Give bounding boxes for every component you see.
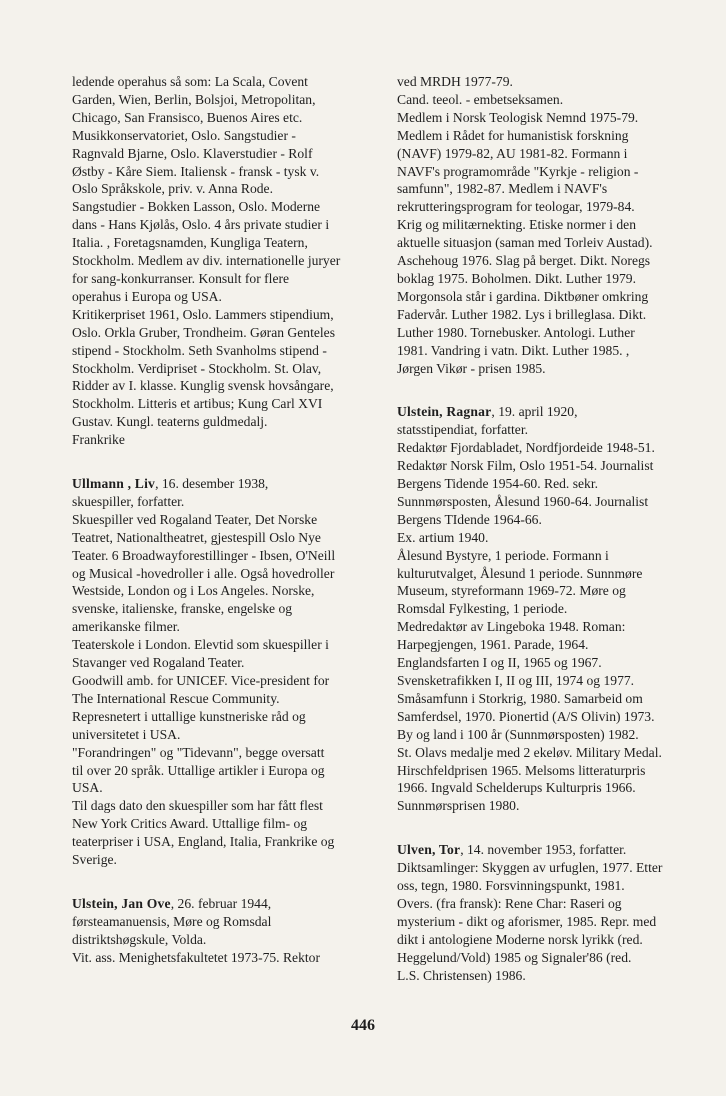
entry-name: Ulstein, Jan Ove (72, 895, 171, 911)
text-line: Teater. 6 Broadwayforestillinger - Ibsen, O'Neill (72, 547, 336, 563)
text-line: Overs. (fra fransk): Rene Char: Raseri og (397, 895, 622, 911)
text-line: 1966. Ingvald Schelderups Kulturpris 1966. (397, 780, 636, 796)
text-line: NAVF's programområde "Kyrkje - religion - (397, 163, 639, 179)
text-line: L.S. Christensen) 1986. (397, 967, 526, 983)
text-line: stipend - Stockholm. Seth Svanholms stipend - (72, 342, 327, 358)
entry-heading (397, 403, 687, 421)
text-line: The International Rescue Community. (72, 690, 280, 706)
entry-heading (72, 895, 372, 913)
text-line: teaterpriser i USA, England, Italia, Frankrike og (72, 834, 335, 850)
text-line: ledende operahus så som: La Scala, Covent (72, 74, 308, 89)
text-line: Westside, London og i Los Angeles. Norske, (72, 583, 315, 599)
text-line: Englandsfarten I og II, 1965 og 1967. (397, 655, 602, 671)
text-line: Teatret, Nationaltheatret, gjestespill Oslo Nye (72, 529, 321, 545)
text-line: samfunn", 1982-87. Medlem i NAVF's (397, 181, 608, 197)
text-line: Sunnmørsposten, Ålesund 1960-64. Journalist (397, 493, 649, 509)
text-line: Sangstudier - Bokken Lasson, Oslo. Moderne (72, 199, 321, 215)
entry-ulstein-ragnar (397, 403, 687, 815)
text-line: kulturutvalget, Ålesund 1 periode. Sunnmøre (397, 565, 643, 581)
text-line: Museum, styreformann 1969-72. Møre og (397, 583, 626, 599)
text-line: mysterium - dikt og aforismer, 1985. Repr. med (397, 913, 657, 929)
text-line: Sverige. (72, 852, 117, 868)
entry-heading (397, 841, 687, 859)
text-line: Aschehoug 1976. Slag på berget. Dikt. Noregs (397, 253, 651, 269)
text-line: rekrutteringsprogram for teologar, 1979-84. (397, 199, 635, 215)
text-line: Svensketrafikken I, II og III, 1974 og 1977. (397, 673, 635, 688)
text-line: Ålesund Bystyre, 1 periode. Formann i (397, 547, 609, 563)
text-line: Garden, Wien, Berlin, Bolsjoi, Metropolitan, (72, 91, 316, 107)
text-line: Krig og militærnekting. Etiske normer i den (397, 217, 636, 233)
text-line: operahus i Europa og USA. (72, 288, 222, 304)
text-line: St. Olavs medalje med 2 ekeløv. Military Medal. (397, 744, 662, 760)
text-line: Cand. teeol. - embetseksamen. (397, 91, 564, 107)
text-line: Luther 1980. Tornebusker. Antologi. Luther (397, 324, 635, 340)
entry-ulstein-jan-ove (72, 895, 372, 967)
text-line: Vit. ass. Menighetsfakultetet 1973-75. Rektor (72, 949, 320, 965)
text-line: skuespiller, forfatter. (72, 493, 185, 509)
text-line: Sunnmørsprisen 1980. (397, 798, 520, 814)
text-line: til over 20 språk. Uttallige artikler i Europa og (72, 762, 325, 778)
text-line: Teaterskole i London. Elevtid som skuespiller i (72, 637, 329, 653)
text-line: dikt i antologiene Moderne norsk lyrikk (red. (397, 931, 643, 947)
entry-name: Ulven, Tor (397, 842, 461, 858)
entry-intro: , 14. november 1953, forfatter. (460, 842, 627, 858)
text-line: Diktsamlinger: Skyggen av urfuglen, 1977. Etter (397, 860, 663, 876)
text-line: 1981. Vandring i vatn. Dikt. Luther 1985. , (397, 342, 630, 358)
text-line: Harpegjengen, 1961. Parade, 1964. (397, 637, 589, 653)
text-line: Heggelund/Vold) 1985 og Signaler'86 (red. (397, 949, 632, 965)
text-line: (NAVF) 1979-82, AU 1981-82. Formann i (397, 145, 628, 161)
text-line: Italia. , Foretagsnamden, Kungliga Teatern, (72, 235, 308, 251)
text-line: svenske, italienske, franske, engelske og (72, 601, 293, 617)
text-line: USA. (72, 780, 103, 796)
text-line: Redaktør Fjordabladet, Nordfjordeide 1948-51. (397, 440, 655, 456)
text-line: universitetet i USA. (72, 726, 181, 742)
text-line: Morgonsola står i gardina. Diktbøner omkring (397, 288, 649, 304)
text-line: Stavanger ved Rogaland Teater. (72, 655, 245, 671)
text-line: Oslo. Orkla Gruber, Trondheim. Gøran Genteles (72, 324, 335, 340)
text-line: boklag 1975. Boholmen. Dikt. Luther 1979. (397, 270, 636, 286)
text-line: Romsdal Fylkesting, 1 periode. (397, 601, 568, 617)
text-line: Goodwill amb. for UNICEF. Vice-president for (72, 673, 330, 688)
text-line: Samferdsel, 1970. Pionertid (A/S Olivin) 1973. (397, 708, 655, 724)
entry-ulven-tor (397, 841, 687, 984)
text-line: Ragnvald Bjarne, Oslo. Klaverstudier - Rolf (72, 145, 313, 161)
text-line: Oslo Språkskole, priv. v. Anna Rode. (72, 181, 273, 197)
text-line: aktuelle situasjon (saman med Torleiv Austad). (397, 235, 653, 251)
text-line: ved MRDH 1977-79. (397, 74, 513, 89)
entry-intro: , 26. februar 1944, (170, 895, 272, 911)
text-line: Østby - Kåre Siem. Italiensk - fransk - tysk v. (72, 163, 320, 179)
text-line: Musikkonservatoriet, Oslo. Sangstudier - (72, 127, 296, 143)
text-line: Stockholm. Medlem av div. internationelle juryer (72, 253, 341, 269)
text-line: amerikanske filmer. (72, 619, 180, 635)
text-line: Bergens TIdende 1964-66. (397, 511, 542, 527)
entry-heading (72, 475, 372, 493)
text-line: Fadervår. Luther 1982. Lys i brilleglasa. Dikt. (397, 306, 647, 322)
text-line: Kritikerpriset 1961, Oslo. Lammers stipendium, (72, 306, 334, 322)
text-line: Represnetert i uttallige kunstneriske råd og (72, 708, 306, 724)
text-line: statsstipendiat, forfatter. (397, 422, 528, 438)
text-line: Gustav. Kungl. teaterns guldmedalj. (72, 414, 268, 430)
text-line: dans - Hans Kjølås, Oslo. 4 års private studier i (72, 217, 330, 233)
text-line: Chicago, San Fransisco, Buenos Aires etc. (72, 109, 303, 125)
text-line: Ex. artium 1940. (397, 529, 489, 545)
text-line: Ridder av I. klasse. Kunglig svensk hovsångare, (72, 378, 334, 394)
text-line: Medredaktør av Lingeboka 1948. Roman: (397, 619, 626, 635)
text-line: for sang-konkurranser. Konsult for flere (72, 270, 290, 286)
entry-intro: , 19. april 1920, (491, 404, 578, 420)
text-line: Småsamfunn i Storkrig, 1980. Samarbeid om (397, 690, 643, 706)
entry-ullmann-liv (72, 475, 372, 869)
left-column (72, 73, 372, 967)
text-line: Bergens Tidende 1954-60. Red. sekr. (397, 476, 599, 492)
text-line: Skuespiller ved Rogaland Teater, Det Norske (72, 511, 318, 527)
text-line: Medlem i Rådet for humanistisk forskning (397, 127, 629, 143)
text-line: Stockholm. Verdipriset - Stockholm. St. Olav, (72, 360, 322, 376)
text-line: By og land i 100 år (Sunnmørsposten) 1982. (397, 726, 639, 742)
entry-continuation-right (397, 73, 687, 377)
text-line: førsteamanuensis, Møre og Romsdal (72, 913, 272, 929)
text-line: Stockholm. Litteris et artibus; Kung Carl XVI (72, 396, 323, 412)
right-column (397, 73, 687, 985)
text-line: og Musical -hovedroller i alle. Også hovedroller (72, 565, 335, 581)
text-line: Frankrike (72, 432, 125, 448)
text-line: Jørgen Vikør - prisen 1985. (397, 360, 546, 376)
text-line: "Forandringen" og "Tidevann", begge oversatt (72, 744, 325, 760)
text-line: New York Critics Award. Uttallige film- og (72, 816, 308, 832)
entry-name: Ullmann , Liv (72, 476, 156, 492)
entry-continuation-left (72, 73, 372, 449)
page-number: 446 (351, 1017, 375, 1034)
text-line: oss, tegn, 1980. Forsvinningspunkt, 1981. (397, 878, 625, 894)
text-line: Redaktør Norsk Film, Oslo 1951-54. Journalist (397, 458, 654, 474)
text-line: Til dags dato den skuespiller som har fått flest (72, 798, 323, 814)
text-line: distriktshøgskule, Volda. (72, 931, 207, 947)
entry-intro: , 16. desember 1938, (155, 476, 269, 492)
text-line: Medlem i Norsk Teologisk Nemnd 1975-79. (397, 109, 639, 125)
text-line: Hirschfeldprisen 1965. Melsoms litteraturpris (397, 762, 646, 778)
entry-name: Ulstein, Ragnar (397, 404, 492, 420)
